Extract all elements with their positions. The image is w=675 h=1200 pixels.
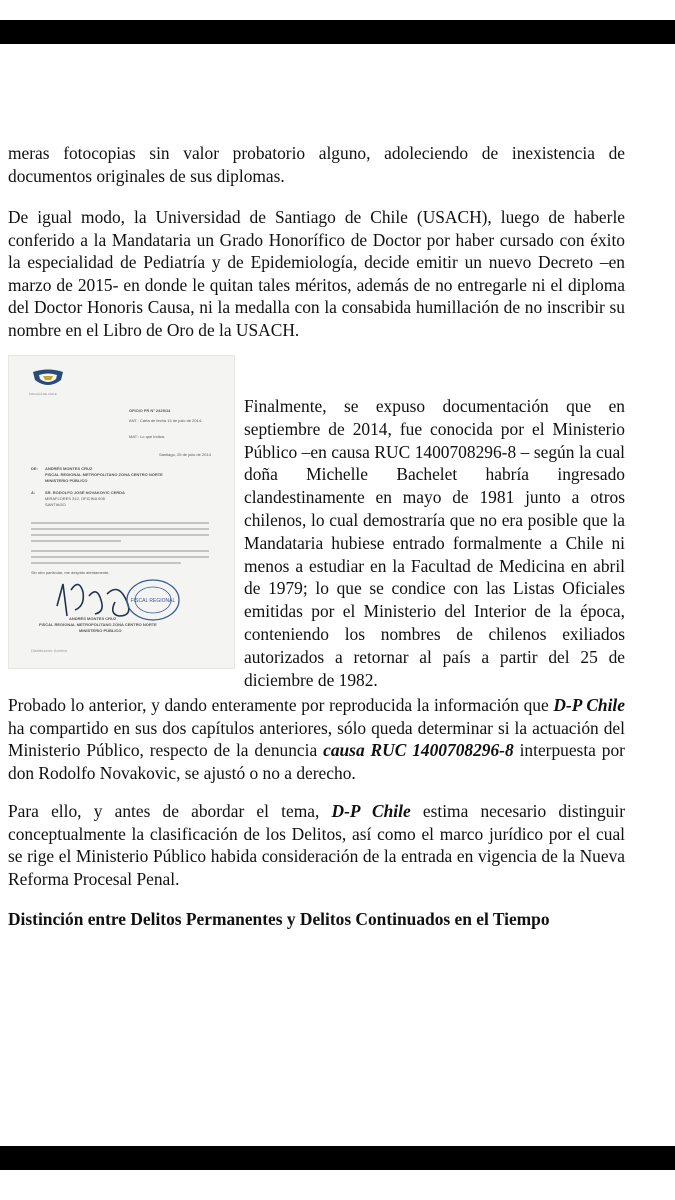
scan-to-address: MIRAFLORES 312, OFICINA 908: [45, 496, 105, 501]
bottom-black-bar: [0, 1146, 675, 1170]
scan-from-title: FISCAL REGIONAL METROPOLITANO ZONA CENTRO NORTE: [45, 472, 163, 477]
scan-logo-caption: FISCALÍA DE CHILE: [29, 392, 57, 396]
emphasis-causa-ruc: causa RUC 1400708296-8: [323, 740, 514, 761]
scan-oficio-number: OFICIO FR N° 2425/14: [129, 408, 171, 413]
paragraph-finalmente: Finalmente, se expuso documentación que en septiembre de 2014, fue conocida por el Ministerio Público –en causa RUC 1400708296-8 – según la cual doña Michelle Bachelet habría ingresado clandestinamente en mayo de 1981 junto a otros chilenos, lo cual demostraría que no era posible que la Mandataria hubiese entrado formalmente a Chile ni menos a estudiar en la Facultad de Medicina en abril de 1979; lo que se condice con las Listas Oficiales emitidas por el Ministerio del Interior de la época, conteniendo los nombres de chilenos exiliados autorizados a retornar al país a partir del 25 de diciembre de 1982.: [244, 396, 625, 690]
scan-to-name: SR. RODOLFO JOSÉ NOVAKOVIC CERDA: [45, 490, 125, 495]
text-run: Probado lo anterior, y dando enteramente por reproducida la información que: [8, 695, 554, 715]
scan-body-line: [31, 528, 209, 530]
scan-signer-org: MINISTERIO PÚBLICO: [79, 628, 122, 633]
scan-body-line: [31, 534, 209, 536]
paragraph-usach: De igual modo, la Universidad de Santiago de Chile (USACH), luego de haberle conferido a la Mandataria un Grado Honorífico de Doctor por haber cursado con éxito la especialidad de Pediatría y de Epidemiología, decide emitir un nuevo Decreto –en marzo de 2015- en donde le quitan tales méritos, además de no entregarle ni el diploma del Doctor Honoris Causa, ni la medalla con la consabida humillación de no inscribir su nombre en el Libro de Oro de la USACH.: [8, 207, 625, 340]
fiscalia-logo-icon: [31, 368, 65, 390]
scan-body-line: [31, 562, 181, 564]
scan-body-line: [31, 550, 209, 552]
stamp-text: FISCAL REGIONAL: [130, 598, 176, 604]
scan-date: Santiago, 25 de julio de 2014: [159, 452, 211, 457]
scan-signer-name: ANDRÉS MONTES CRUZ: [69, 616, 117, 621]
text-run: Para ello, y antes de abordar el tema,: [8, 801, 332, 821]
scan-to-label: A:: [31, 490, 36, 495]
top-black-bar: [0, 20, 675, 44]
section-heading: Distinción entre Delitos Permanentes y Delitos Continuados en el Tiempo: [8, 909, 550, 929]
scan-to-city: SANTIAGO: [45, 502, 66, 507]
emphasis-dp-chile: D-P Chile: [553, 695, 625, 715]
scan-matter: MAT.: Lo que indica.: [129, 434, 165, 439]
scan-closing: Sin otro particular, me despido atentamente,: [31, 570, 110, 575]
paragraph-para-ello: [8, 800, 625, 890]
scanned-official-letter: [8, 355, 235, 669]
paragraph-fotocopias: meras fotocopias sin valor probatorio alguno, adoleciendo de inexistencia de documentos originales de sus diplomas.: [8, 143, 625, 186]
scan-signer-title: FISCAL REGIONAL METROPOLITANO ZONA CENTRO NORTE: [39, 622, 157, 627]
scan-body-line: [31, 522, 209, 524]
scan-from-name: ANDRÉS MONTES CRUZ: [45, 466, 93, 471]
scan-distribution: Distribución: Archivo: [31, 648, 68, 653]
text-run: interpuesta por don Rodolfo Novakovic, se ajustó o no a derecho.: [8, 740, 625, 783]
scan-body-line: [31, 540, 121, 542]
text-run: estima necesario distinguir conceptualmente la clasificación de los Delitos, así como el marco jurídico por el cual se rige el Ministerio Público habida consideración de la entrada en vigencia de la Nueva Reforma Procesal Penal.: [8, 801, 626, 889]
scan-antecedent: ANT.: Carta de fecha 14 de julio de 2014.: [129, 418, 203, 423]
text-run: ha compartido en sus dos capítulos anteriores, sólo queda determinar si la actuación del Ministerio Público, respecto de la denuncia: [8, 717, 625, 761]
emphasis-dp-chile: D-P Chile: [331, 801, 411, 821]
paragraph-probado: [8, 694, 625, 784]
scan-from-label: DE:: [31, 466, 38, 471]
scan-from-org: MINISTERIO PÚBLICO: [45, 478, 88, 483]
scan-body-line: [31, 556, 209, 558]
